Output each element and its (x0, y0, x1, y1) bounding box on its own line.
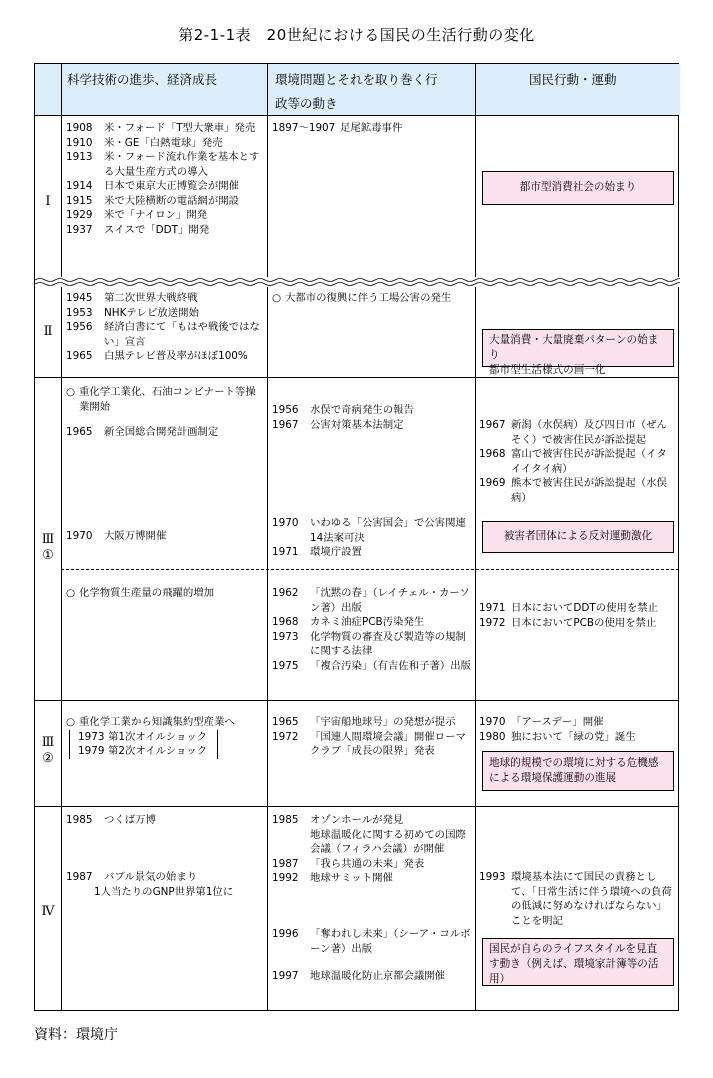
item-text: 新潟（水俣病）及び四日市（ぜんそく）で被害住民が訴訟提起 (511, 419, 667, 446)
item-year: 1970 (479, 716, 506, 728)
period-label-2: Ⅱ (43, 324, 53, 339)
item-text: 経済白書にて「もはや戦後ではない」宣言 (104, 321, 260, 348)
list-item (272, 927, 472, 956)
p2-col2-circle-text: 大都市の復興に伴う工場公害の発生 (285, 292, 452, 304)
item-text: カネミ油症PCB汚染発生 (310, 616, 425, 628)
timeline-table (34, 63, 679, 1011)
item-text: 地球温暖化防止京都会議開催 (310, 970, 446, 982)
period-label-3-2-num: Ⅲ (41, 735, 55, 750)
divider (35, 115, 678, 116)
list-item (272, 813, 472, 828)
list-item (272, 969, 472, 984)
header-col1: 科学技術の進歩、経済成長 (67, 72, 218, 87)
p2-box-line2: 都市型生活様式の画一化 (489, 364, 606, 376)
item-text: 日本においてPCBの使用を禁止 (511, 616, 657, 629)
item-year: 1987 (272, 857, 299, 870)
p3b-col3-list (479, 715, 677, 744)
item-year: 1979 (78, 745, 105, 757)
item-text: 公害対策基本法制定 (310, 418, 404, 431)
list-item (479, 476, 677, 505)
item-year: 1965 (272, 716, 299, 728)
list-item (479, 715, 677, 730)
p1-highlight-box: 都市型消費社会の始まり (482, 171, 674, 205)
item-year: 1972 (272, 730, 299, 743)
header-col2-line1: 環境問題とそれを取り巻く行 (275, 72, 438, 87)
item-text: 米で大陸横断の電話網が開設 (104, 194, 240, 207)
period-label-3-1 (35, 532, 61, 564)
item-year: 1897～1907 (272, 122, 336, 134)
item-text: 白黒テレビ普及率がほぼ100% (104, 350, 248, 362)
item-year: 1968 (272, 616, 299, 628)
item-year: 1965 (66, 426, 93, 438)
p4-col2-1985b: 地球温暖化に関する初めての国際会議（フィラハ会議）が開催 (310, 828, 466, 855)
item-text: 第2次オイルショック (108, 745, 208, 757)
item-year: 1968 (479, 448, 506, 460)
list-item (272, 871, 472, 886)
item-year: 1997 (272, 970, 299, 982)
item-text: 化学物質の審査及び製造等の規制に関する法律 (310, 630, 466, 657)
circle-marker-icon: ○ (66, 587, 76, 599)
list-item (272, 857, 472, 872)
p3b-highlight-box: 地球的規模での環境に対する危機感による環境保護運動の進展 (482, 751, 674, 791)
list-item (272, 403, 472, 418)
item-text: NHKテレビ放送開始 (104, 306, 199, 319)
item-year: 1908 (66, 122, 93, 134)
list-item (78, 744, 207, 759)
item-text: 「アースデー」開催 (511, 716, 604, 728)
list-item (272, 715, 472, 730)
p4-col2-b-list (272, 857, 472, 886)
list-item (479, 730, 677, 745)
p3a2-col1 (66, 586, 264, 601)
item-text: 大阪万博開催 (104, 530, 167, 542)
list-item (66, 306, 264, 321)
item-year: 1937 (66, 223, 93, 236)
list-item (272, 730, 472, 759)
p4-col1-b-list (66, 870, 264, 885)
item-year: 1985 (272, 814, 299, 826)
circle-marker-icon: ○ (66, 386, 76, 398)
list-item (479, 870, 677, 928)
p4-highlight-box: 国民が自らのライフスタイルを見直す動き（例えば、環境家計簿等の活用） (482, 938, 674, 986)
list-item (479, 601, 677, 616)
p2-box-line1: 大量消費・大量廃棄パターンの始まり (489, 334, 659, 361)
item-text: 新全国総合開発計画制定 (104, 426, 219, 438)
circle-marker-icon: ○ (272, 292, 282, 304)
period-label-3-1-num: Ⅲ (41, 532, 55, 547)
item-year: 1987 (66, 871, 93, 883)
p4-col1-list (66, 813, 264, 828)
source-note: 資料：環境庁 (34, 1027, 118, 1043)
list-item (272, 418, 472, 433)
item-year: 1915 (66, 194, 93, 207)
list-item (272, 630, 472, 659)
p4-col2-d-list (272, 969, 472, 984)
item-year: 1996 (272, 928, 299, 940)
item-text: 熊本で被害住民が訴訟提起（水俣病） (511, 477, 667, 504)
item-year: 1913 (66, 151, 93, 163)
list-item (272, 121, 472, 136)
item-year: 1945 (66, 292, 93, 304)
item-year: 1965 (66, 350, 93, 362)
list-item (272, 516, 472, 545)
item-text: 日本で東京大正博覧会が開催 (104, 180, 240, 192)
list-item (66, 150, 264, 179)
item-year: 1956 (272, 404, 299, 416)
p2-col1-list (66, 291, 264, 364)
item-text: スイスで「DDT」開発 (104, 223, 210, 236)
p3a2-col2-list (272, 586, 472, 673)
item-year: 1971 (479, 602, 506, 614)
period-label-3-2 (35, 735, 61, 767)
p3a-col1-b-list (66, 529, 264, 544)
p1-col1-list (66, 121, 264, 237)
item-year: 1992 (272, 872, 299, 884)
item-text: 「宇宙船地球号」の発想が提示 (310, 716, 456, 728)
list-item (66, 223, 264, 238)
item-year: 1969 (479, 477, 506, 489)
period-label-1: Ⅰ (45, 194, 51, 209)
list-item (66, 194, 264, 209)
period-label-4: Ⅳ (41, 904, 55, 919)
item-text: バブル景気の始まり (104, 871, 198, 883)
divider (35, 700, 678, 701)
item-text: オゾンホールが発見 (310, 814, 404, 826)
p3b-col2-list (272, 715, 472, 759)
p3a-col2-list (272, 403, 472, 432)
list-item (66, 179, 264, 194)
list-item (66, 136, 264, 151)
p4-col2-list (272, 813, 472, 828)
p4-col2 (272, 813, 472, 886)
item-text: いわゆる「公害国会」で公害関連14法案可決 (310, 517, 466, 544)
item-year: 1956 (66, 321, 93, 333)
divider (35, 806, 678, 807)
item-year: 1972 (479, 616, 506, 629)
item-year: 1929 (66, 209, 93, 221)
dashed-divider (61, 569, 679, 570)
item-year: 1985 (66, 814, 93, 826)
item-text: つくば万博 (104, 814, 156, 826)
item-year: 1970 (272, 517, 299, 529)
p3a-col2-b-list (272, 516, 472, 560)
list-item (66, 320, 264, 349)
item-text: 日本においてDDTの使用を禁止 (511, 602, 659, 614)
item-text: 「国連人間環境会議」開催ローマクラブ「成長の限界」発表 (310, 730, 466, 757)
circle-marker-icon: ○ (66, 716, 76, 728)
item-year: 1914 (66, 180, 93, 192)
period-label-3-1-sub: ① (42, 548, 54, 563)
p3a-col3-list (479, 418, 677, 505)
item-text: 独において「緑の党」誕生 (511, 730, 636, 743)
item-text: 米で「ナイロン」開発 (104, 209, 208, 221)
item-year: 1953 (66, 306, 93, 319)
p4-col1-b (66, 870, 264, 899)
list-item (66, 813, 264, 828)
p3b-col1 (66, 715, 264, 759)
list-item (272, 659, 472, 674)
p4-col2-c-list (272, 927, 472, 956)
table-title: 第2-1-1表 20世紀における国民の生活行動の変化 (178, 26, 535, 44)
item-year: 1910 (66, 136, 93, 149)
list-item (479, 447, 677, 476)
divider (267, 64, 268, 1010)
item-text: 第1次オイルショック (108, 730, 208, 743)
item-text: 米・フォード流れ作業を基本とする大量生産方式の導入 (104, 151, 260, 178)
item-year: 1971 (272, 546, 299, 558)
p2-col2 (272, 291, 472, 306)
item-text: 地球サミット開催 (310, 872, 393, 884)
item-text: 「沈黙の春」（レイチェル・カーソン著）出版 (310, 587, 470, 614)
item-text: 環境庁設置 (310, 546, 362, 558)
item-text: 米・GE「白熱電球」発売 (104, 136, 223, 149)
item-year: 1967 (479, 419, 506, 431)
p3a2-col3-list (479, 601, 677, 630)
item-year: 1970 (66, 530, 93, 542)
item-text: 環境基本法にて国民の責務として、「日常生活に伴う環境への負荷の低減に努めなければならない」ことを明記 (511, 871, 672, 927)
list-item (66, 349, 264, 364)
list-item (66, 208, 264, 223)
p3b-col1-circle-text: 重化学工業から知識集約型産業へ (79, 716, 235, 728)
p4-col1-b-sub: 1人当たりのGNP世界第1位に (94, 885, 234, 898)
list-item (66, 425, 264, 440)
header-col3: 国民行動・運動 (529, 72, 617, 87)
divider (475, 64, 476, 1010)
list-item (66, 870, 264, 885)
p3a-highlight-box: 被害者団体による反対運動激化 (482, 521, 674, 553)
item-text: 「奪われし未来」（シーア・コルボーン著）出版 (310, 928, 471, 955)
p3a-col1-circle-text: 重化学工業化、石油コンビナート等操業開始 (79, 386, 256, 413)
item-text: 足尾鉱毒事件 (340, 122, 403, 134)
item-year: 1973 (78, 730, 105, 743)
divider (61, 64, 62, 1010)
list-item (78, 730, 207, 745)
list-item (66, 121, 264, 136)
header-col2-line2: 政等の動き (275, 96, 338, 111)
item-year: 1967 (272, 418, 299, 431)
p4-col3-list (479, 870, 677, 928)
item-year: 1993 (479, 871, 506, 883)
item-text: 富山で被害住民が訴訟提起（イタイイタイ病） (511, 448, 667, 475)
p3a2-col1-circle-text: 化学物質生産量の飛躍的増加 (79, 587, 215, 599)
p2-highlight-box (482, 329, 674, 376)
item-year: 1980 (479, 730, 506, 743)
item-year: 1962 (272, 587, 299, 599)
item-text: 「複合汚染」（有吉佐和子著）出版 (310, 659, 472, 672)
item-text: 水俣で奇病発生の報告 (310, 404, 414, 416)
p1-col2-list (272, 121, 472, 136)
item-text: 第二次世界大戦終戦 (104, 292, 198, 304)
list-item (66, 291, 264, 306)
period-label-3-2-sub: ② (42, 751, 54, 766)
list-item (272, 586, 472, 615)
oil-shock-bracket (69, 730, 218, 759)
list-item (479, 616, 677, 631)
wavy-break (35, 277, 680, 287)
list-item (272, 615, 472, 630)
item-text: 「我ら共通の未来」発表 (310, 857, 425, 870)
list-item (66, 529, 264, 544)
item-year: 1973 (272, 630, 299, 643)
p3a-col1-list (66, 425, 264, 440)
item-year: 1975 (272, 659, 299, 672)
list-item (272, 545, 472, 560)
list-item (479, 418, 677, 447)
p3a-col1 (66, 385, 264, 440)
item-text: 米・フォード「T型大衆車」発売 (104, 122, 256, 134)
